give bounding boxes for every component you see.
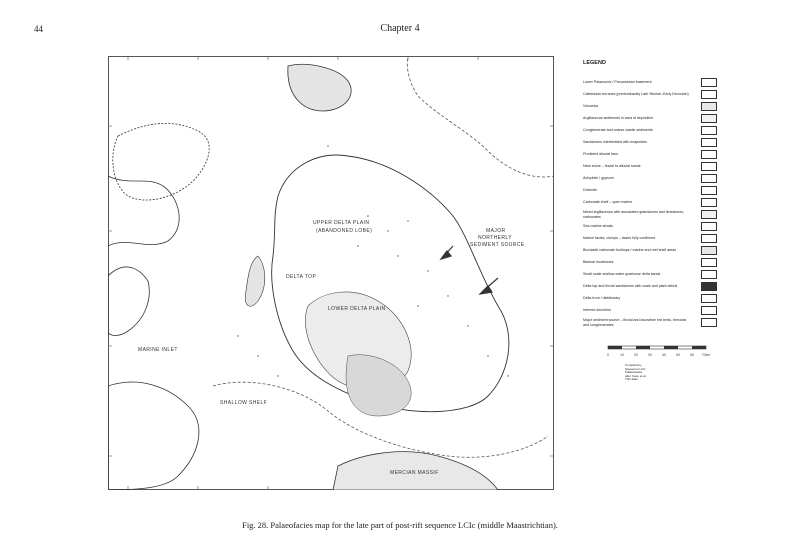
label-upper-delta-plain: UPPER DELTA PLAIN	[313, 220, 370, 226]
info-line: Compiled by	[625, 363, 642, 367]
legend-item	[583, 294, 717, 303]
legend-swatch	[701, 210, 717, 219]
legend-item	[583, 246, 717, 255]
legend-swatch	[701, 186, 717, 195]
label-lower-delta-plain: LOWER DELTA PLAIN	[328, 306, 386, 312]
label-abandoned-lobe: (ABANDONED LOBE)	[316, 228, 373, 234]
info-line: Sequence LCIc	[625, 366, 646, 371]
legend-item-label: Sandstones interbedded with evaporites	[583, 140, 647, 145]
basement-high-north	[288, 64, 351, 111]
coastline-southwest	[108, 382, 199, 490]
legend-item	[583, 162, 717, 171]
legend-swatch	[701, 306, 717, 315]
legend-item-label: Small scale shallow water quartzose delta sands	[583, 272, 661, 277]
legend-item-label: Delta front / distributary	[583, 296, 621, 301]
label-delta-top: DELTA TOP	[286, 274, 317, 280]
scale-tick-label: 50	[676, 353, 680, 357]
legend-item-label: Conglomerate and coarse clastic sediments	[583, 128, 653, 133]
legend-item-label: Argillaceous sediments in area of deposition	[583, 116, 654, 121]
legend-swatch	[701, 102, 717, 111]
figure-caption: Fig. 28. Palaeofacies map for the late part of post-rift sequence LCIc (middle Maastrichtian).	[242, 520, 558, 530]
legend-item	[583, 210, 717, 219]
legend-item	[583, 318, 717, 327]
legend-item-label: Sea-marine shoals	[583, 224, 613, 229]
scale-tick-label: 70km	[701, 353, 711, 357]
scale-tick-label: 30	[648, 353, 652, 357]
legend-item	[583, 102, 717, 111]
scale-tick-label: 20	[634, 353, 638, 357]
legend-item	[583, 126, 717, 135]
info-line: This atlas	[625, 377, 638, 382]
legend-item	[583, 174, 717, 183]
legend-swatch	[701, 198, 717, 207]
label-mercian-massif: MERCIAN MASSIF	[390, 470, 439, 476]
scale-bar	[606, 344, 718, 360]
label-shallow-shelf: SHALLOW SHELF	[220, 400, 268, 406]
coastline-northwest	[108, 176, 179, 246]
shelf-edge-northeast	[407, 56, 554, 177]
legend-item-label: Anhydrite / gypsum	[583, 176, 614, 181]
scale-tick-label: 10	[620, 353, 624, 357]
legend-item-label: Basinal mudstones	[583, 260, 614, 265]
legend-item	[583, 186, 717, 195]
coastline-west	[108, 267, 149, 336]
legend-item	[583, 270, 717, 279]
label-marine-inlet: MARINE INLET	[138, 347, 178, 353]
legend-item	[583, 258, 717, 267]
legend-item	[583, 150, 717, 159]
legend-swatch	[701, 270, 717, 279]
legend-item-label: Near shore – fluvial to alluvial sands	[583, 164, 641, 169]
legend-swatch	[701, 294, 717, 303]
legend-item	[583, 198, 717, 207]
legend-item-label: Predicted alluvial fans	[583, 152, 618, 157]
info-line: after Cope et al.	[625, 373, 647, 378]
legend-item	[583, 138, 717, 147]
legend-item-label: Major sediment source – fluvial and lacustrine red beds, breccias and conglomerates	[583, 318, 687, 327]
legend-item-label: Bioclastic carbonate buildups / marine and reef shell areas	[583, 248, 677, 253]
scale-tick-label: 60	[690, 353, 694, 357]
legend-swatch	[701, 78, 717, 87]
legend-item-label: Lower Palaeozoic / Precambrian basement	[583, 80, 652, 85]
label-northerly: NORTHERLY	[478, 235, 512, 241]
palaeofacies-map	[108, 56, 554, 490]
basement-outline-north	[113, 123, 209, 200]
legend-item-label: Carbonate shelf – open marine	[583, 200, 633, 205]
legend-item-label: Dolomite	[583, 188, 598, 193]
legend-item	[583, 234, 717, 243]
legend-swatch	[701, 138, 717, 147]
island-basement	[245, 256, 264, 306]
legend-item-label: Volcanics	[583, 104, 599, 109]
legend-item-label: Inferred shoreline	[583, 308, 611, 313]
legend-swatch	[701, 174, 717, 183]
legend-swatch	[701, 162, 717, 171]
legend-item	[583, 114, 717, 123]
legend-swatch	[701, 234, 717, 243]
scale-tick-label: 40	[662, 353, 666, 357]
label-sediment-source: SEDIMENT SOURCE	[470, 242, 525, 248]
legend-swatch	[701, 282, 717, 291]
chapter-title: Chapter 4	[380, 23, 420, 34]
legend-swatch	[701, 246, 717, 255]
legend-rows	[583, 78, 717, 327]
legend-swatch	[701, 318, 717, 327]
info-line: Palaeofacies	[625, 370, 643, 375]
label-major-source: MAJOR	[486, 228, 506, 234]
legend-swatch	[701, 114, 717, 123]
legend-swatch	[701, 90, 717, 99]
legend-item-label: Marine facies, clumps – facies fully confirmed	[583, 236, 656, 241]
legend-item	[583, 222, 717, 231]
legend-item	[583, 90, 717, 99]
legend-item	[583, 282, 717, 291]
page-number: 44	[34, 24, 43, 34]
legend-swatch	[701, 126, 717, 135]
legend	[583, 60, 717, 330]
legend-swatch	[701, 222, 717, 231]
scale-tick-label: 0	[607, 353, 609, 357]
legend-item-label: Delta top and fluvial sandstones with coals and plant debris	[583, 284, 678, 289]
legend-item	[583, 78, 717, 87]
legend-swatch	[701, 258, 717, 267]
legend-item	[583, 306, 717, 315]
legend-item-label: Caledonian terranes (predominantly Late Silurian–Early Devonian)	[583, 92, 689, 97]
info-block	[625, 364, 695, 382]
legend-swatch	[701, 150, 717, 159]
legend-title: LEGEND	[583, 60, 606, 66]
legend-item-label: Mixed argillaceous with associated grainstones and limestones, carbonates	[583, 210, 685, 219]
